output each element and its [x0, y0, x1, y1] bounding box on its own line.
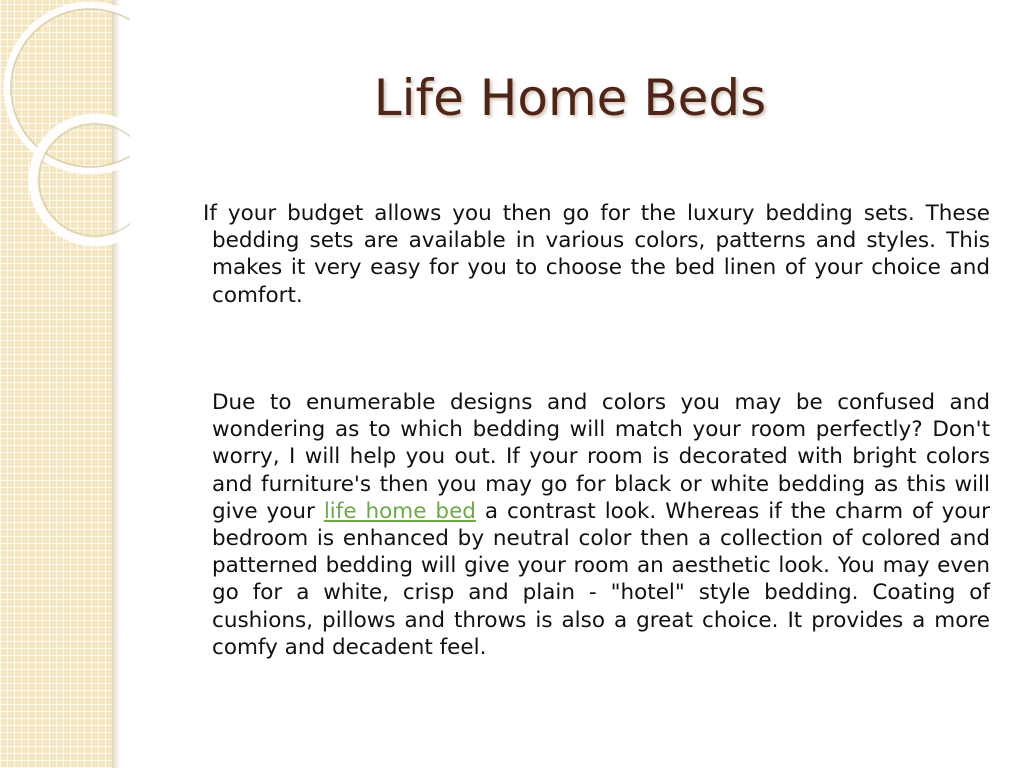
paragraph-text-before-link: Due to enumerable designs and colors you may be confused and wondering as to which bedding will match your room perfectly? Don't worry, I will help you out. If your room is decorated with bright colors and furniture's then you may go for black or white bedding as this will give your	[212, 390, 990, 524]
life-home-bed-link[interactable]: life home bed	[323, 498, 476, 524]
paragraph-text-after-link: a contrast look. Whereas if the charm of your bedroom is enhanced by neutral color then a collection of colored and patterned bedding will give your room an aesthetic look. You may even go for a white, crisp and plain - "hotel" style bedding. Coating of cushions, pillows and throws is also a great choice. It provides a more comfy and decadent feel.	[212, 498, 990, 660]
slide-title: Life Home Beds	[373, 69, 767, 127]
decorative-side-panel	[0, 0, 112, 768]
paragraph-design-advice	[212, 389, 990, 661]
side-panel-shadow	[112, 0, 120, 768]
paragraph-luxury-bedding: If your budget allows you then go for the luxury bedding sets. These bedding sets are available in various colors, patterns and styles. This makes it very easy for you to choose the bed linen of your choice and comfort.	[203, 201, 990, 308]
